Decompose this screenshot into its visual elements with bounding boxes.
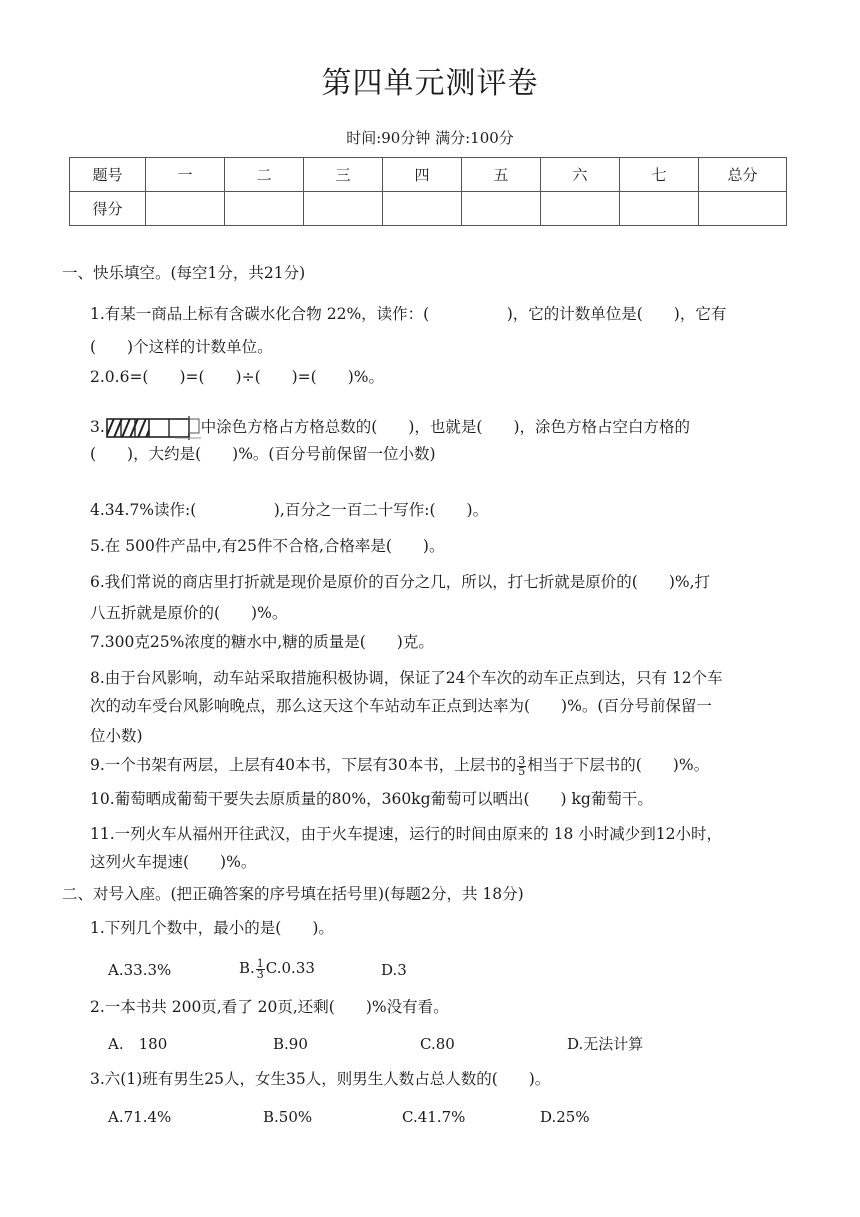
question-1-line-2: ( )个这样的计数单位。: [90, 338, 273, 356]
mc1-option-d[interactable]: D.3: [381, 961, 407, 979]
mc3-option-d[interactable]: D.25%: [540, 1108, 590, 1126]
question-6-line-1: 6.我们常说的商店里打折就是现价是原价的百分之几，所以，打七折就是原价的( )%,打: [90, 573, 711, 591]
page-title: 第四单元测评卷: [321, 66, 539, 101]
header-cell: 五: [462, 158, 541, 192]
mc3-option-b[interactable]: B.50%: [263, 1108, 313, 1126]
score-label-cell: 得分: [70, 192, 146, 226]
question-1-line-1: 1.有某一商品上标有含碳水化合物 22%，读作：( )，它的计数单位是( )，它有: [90, 305, 727, 323]
header-cell: 七: [620, 158, 699, 192]
mc2-option-d[interactable]: D.无法计算: [567, 1035, 644, 1053]
header-cell: 一: [146, 158, 225, 192]
fraction-numerator: 3: [518, 753, 526, 767]
score-cell[interactable]: [225, 192, 304, 226]
fraction-three-fifths: [517, 753, 526, 778]
score-cell[interactable]: [541, 192, 620, 226]
question-9-text-after: 相当于下层书的( )%。: [527, 756, 710, 774]
section-2-heading: 二、对号入座。(把正确答案的序号填在括号里)(每题2分，共 18分): [62, 885, 524, 903]
fraction-one-third: [256, 956, 265, 981]
mc1-option-b-c[interactable]: [239, 958, 315, 980]
mc3-option-a[interactable]: A.71.4%: [108, 1108, 172, 1126]
question-10: 10.葡萄晒成葡萄干要失去原质量的80%，360kg葡萄可以晒出( ) kg葡萄干。: [90, 790, 653, 808]
question-2: 2.0.6=( )=( )÷( )=( )%。: [90, 368, 384, 386]
option-c-label: C.0.33: [265, 959, 315, 977]
mc-question-2: 2.一本书共 200页,看了 20页,还剩( )%没有看。: [90, 998, 449, 1016]
score-cell[interactable]: [304, 192, 383, 226]
shaded-grid-figure: [105, 416, 201, 440]
mc-question-1: 1.下列几个数中，最小的是( )。: [90, 919, 334, 937]
score-cell[interactable]: [383, 192, 462, 226]
question-11-line-2: 这列火车提速( )%。: [90, 853, 257, 871]
question-5: 5.在 500件产品中,有25件不合格,合格率是( )。: [90, 537, 445, 555]
score-table-header-row: [70, 158, 787, 192]
score-table-score-row: [70, 192, 787, 226]
section-1-heading: 一、快乐填空。(每空1分，共21分): [62, 264, 306, 282]
question-8-line-1: 8.由于台风影响，动车站采取措施积极协调，保证了24个车次的动车正点到达，只有 12个车: [90, 669, 723, 687]
mc-question-3: 3.六(1)班有男生25人，女生35人，则男生人数占总人数的( )。: [90, 1070, 551, 1088]
score-cell[interactable]: [620, 192, 699, 226]
fraction-denominator: 5: [518, 764, 526, 778]
score-table: [69, 157, 787, 226]
question-9-text-before: 9.一个书架有两层，上层有40本书，下层有30本书，上层书的: [90, 756, 517, 774]
question-3-line-1: [90, 416, 690, 440]
fraction-numerator: 1: [256, 956, 264, 970]
header-cell: 二: [225, 158, 304, 192]
question-9: [90, 755, 709, 777]
question-11-line-1: 11.一列火车从福州开往武汉，由于火车提速，运行的时间由原来的 18 小时减少到12小时，: [90, 825, 722, 843]
score-cell[interactable]: [462, 192, 541, 226]
mc2-option-a[interactable]: A. 180: [108, 1035, 168, 1053]
option-b-label: B.: [239, 959, 255, 977]
question-8-line-2: 次的动车受台风影响晚点，那么这天这个车站动车正点到达率为( )%。(百分号前保留一: [90, 697, 712, 715]
exam-info: 时间:90分钟 满分:100分: [346, 129, 514, 147]
question-3-line-2: ( )，大约是( )%。(百分号前保留一位小数): [90, 445, 436, 463]
question-3-text: 中涂色方格占方格总数的( )，也就是( )，涂色方格占空白方格的: [200, 418, 690, 436]
mc2-option-c[interactable]: C.80: [420, 1035, 455, 1053]
question-7: 7.300克25%浓度的糖水中,糖的质量是( )克。: [90, 633, 434, 651]
header-cell: 题号: [70, 158, 146, 192]
score-cell[interactable]: [699, 192, 787, 226]
header-cell: 三: [304, 158, 383, 192]
score-cell[interactable]: [146, 192, 225, 226]
header-cell: 四: [383, 158, 462, 192]
question-3-number: 3.: [90, 418, 105, 436]
question-8-line-3: 位小数): [90, 727, 143, 745]
mc3-option-c[interactable]: C.41.7%: [402, 1108, 466, 1126]
question-4: 4.34.7%读作:( ),百分之一百二十写作:( )。: [90, 501, 489, 519]
question-6-line-2: 八五折就是原价的( )%。: [90, 604, 288, 622]
header-cell: 六: [541, 158, 620, 192]
fraction-denominator: 3: [256, 967, 264, 981]
mc1-option-a[interactable]: A.33.3%: [108, 961, 172, 979]
mc2-option-b[interactable]: B.90: [273, 1035, 308, 1053]
header-cell: 总分: [699, 158, 787, 192]
